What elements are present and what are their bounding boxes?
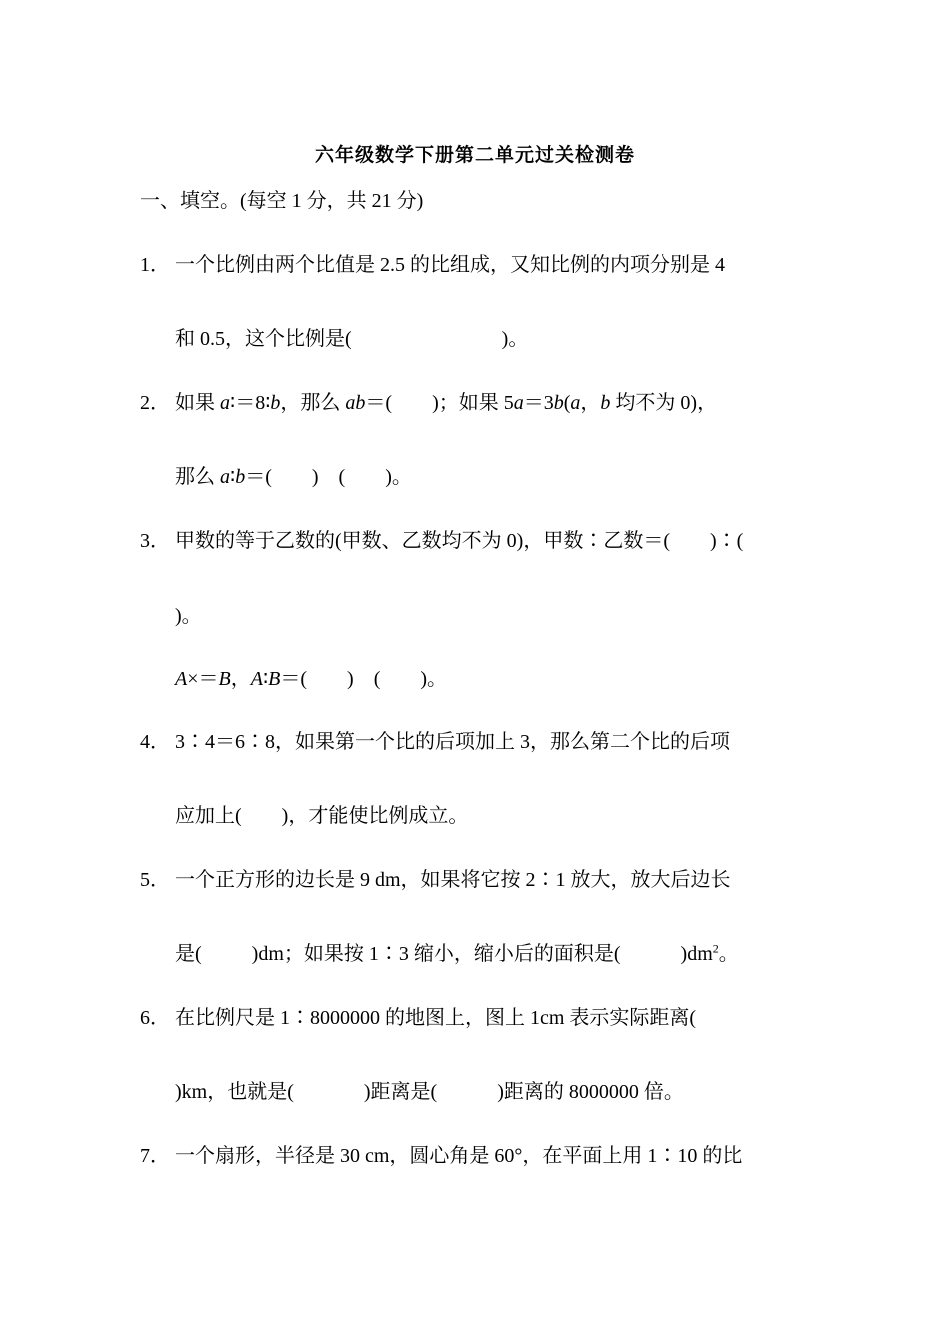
question-7-line-1: 一个扇形，半径是 30 cm，圆心角是 60°，在平面上用 1∶10 的比 bbox=[175, 1145, 743, 1167]
question-number: 7． bbox=[140, 1145, 170, 1167]
question-2-line-2: 那么 a∶b＝( ) ( )。 bbox=[175, 466, 412, 488]
question-3-line-1: 甲数的等于乙数的(甲数、乙数均不为 0)，甲数∶乙数＝( )∶( bbox=[175, 530, 744, 552]
question-1-line-1: 一个比例由两个比值是 2.5 的比组成，又知比例的内项分别是 4 bbox=[175, 254, 725, 276]
question-3-line-3: A×＝B，A∶B＝( ) ( )。 bbox=[175, 668, 448, 690]
question-number: 3． bbox=[140, 530, 170, 552]
question-number: 5． bbox=[140, 869, 170, 891]
question-number: 2． bbox=[140, 392, 170, 414]
section-heading: 一、填空。(每空 1 分，共 21 分) bbox=[140, 190, 424, 212]
question-4-line-2: 应加上( )，才能使比例成立。 bbox=[175, 805, 469, 827]
question-number: 4． bbox=[140, 731, 170, 753]
page-title: 六年级数学下册第二单元过关检测卷 bbox=[314, 145, 635, 166]
question-4-line-1: 3∶4＝6∶8，如果第一个比的后项加上 3，那么第二个比的后项 bbox=[175, 731, 730, 753]
question-6-line-2: )km，也就是( )距离是( )距离的 8000000 倍。 bbox=[175, 1081, 684, 1103]
question-number: 1． bbox=[140, 254, 170, 276]
question-1-line-2: 和 0.5，这个比例是( )。 bbox=[175, 328, 529, 350]
question-5-line-1: 一个正方形的边长是 9 dm，如果将它按 2∶1 放大，放大后边长 bbox=[175, 869, 731, 891]
question-6-line-1: 在比例尺是 1∶8000000 的地图上，图上 1cm 表示实际距离( bbox=[175, 1007, 697, 1029]
question-3-line-2: )。 bbox=[175, 605, 202, 627]
question-5-line-2: 是( )dm；如果按 1∶3 缩小，缩小后的面积是( )$dm^2$。 bbox=[175, 941, 739, 965]
question-number: 6． bbox=[140, 1007, 170, 1029]
question-2-line-1: 如果 a∶＝8∶b，那么 ab＝( )；如果 5a＝3b(a，b 均不为 0)， bbox=[175, 392, 718, 414]
